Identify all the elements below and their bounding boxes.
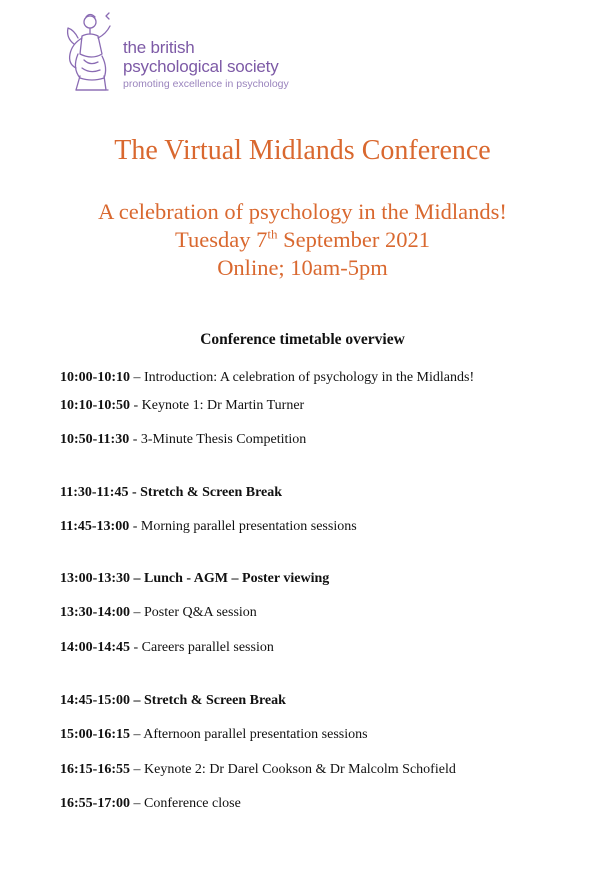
row-description: – Poster Q&A session	[130, 605, 257, 620]
row-time: 16:15-16:55	[60, 762, 130, 777]
conference-title: The Virtual Midlands Conference	[114, 135, 491, 166]
timetable-row	[60, 726, 368, 744]
timetable-row	[60, 795, 241, 813]
row-time: 11:45-13:00	[60, 519, 130, 534]
row-description: - 3-Minute Thesis Competition	[129, 432, 307, 447]
row-time: 11:30-11:45	[60, 485, 129, 500]
bps-logo	[60, 10, 330, 100]
row-description: – Introduction: A celebration of psychology in the Midlands!	[130, 370, 475, 385]
row-description: – Lunch - AGM – Poster viewing	[130, 571, 330, 586]
row-description: - Careers parallel session	[130, 640, 274, 655]
logo-tagline: promoting excellence in psychology	[123, 78, 289, 90]
date-suffix: September 2021	[277, 227, 430, 252]
row-description: - Morning parallel presentation sessions	[129, 519, 357, 534]
timetable-row	[60, 431, 306, 449]
timetable-row	[60, 397, 304, 415]
conference-subtitle	[0, 198, 605, 282]
row-time: 10:50-11:30	[60, 432, 130, 447]
timetable-row	[60, 639, 274, 657]
logo-line-1: the british	[123, 38, 195, 57]
row-time: 14:45-15:00	[60, 693, 130, 708]
timetable-row	[60, 570, 329, 588]
timetable-row	[60, 604, 257, 622]
timetable-row	[60, 484, 282, 502]
timetable-row	[60, 518, 357, 536]
logo-line-2: psychological society	[123, 57, 279, 76]
row-description: – Keynote 2: Dr Darel Cookson & Dr Malcolm Schofield	[130, 762, 456, 777]
timetable-row	[60, 761, 456, 779]
row-time: 14:00-14:45	[60, 640, 130, 655]
row-time: 15:00-16:15	[60, 727, 130, 742]
date-prefix: Tuesday 7	[175, 227, 268, 252]
conference-venue-time: Online; 10am-5pm	[217, 255, 388, 280]
row-time: 13:30-14:00	[60, 605, 130, 620]
bps-figure-icon	[60, 10, 120, 98]
logo-text	[123, 38, 289, 91]
row-description: - Keynote 1: Dr Martin Turner	[130, 398, 305, 413]
timetable-row	[60, 369, 474, 387]
row-time: 13:00-13:30	[60, 571, 130, 586]
timetable-row	[60, 692, 286, 710]
subtitle-line-1: A celebration of psychology in the Midlands!	[98, 199, 507, 224]
row-description: - Stretch & Screen Break	[128, 485, 283, 500]
row-time: 10:00-10:10	[60, 370, 130, 385]
row-time: 10:10-10:50	[60, 398, 130, 413]
row-description: – Stretch & Screen Break	[130, 693, 286, 708]
row-description: – Conference close	[130, 796, 241, 811]
row-description: – Afternoon parallel presentation sessions	[130, 727, 368, 742]
row-time: 16:55-17:00	[60, 796, 130, 811]
date-ordinal: th	[267, 226, 278, 242]
timetable-heading: Conference timetable overview	[200, 331, 405, 348]
conference-date	[0, 226, 605, 254]
